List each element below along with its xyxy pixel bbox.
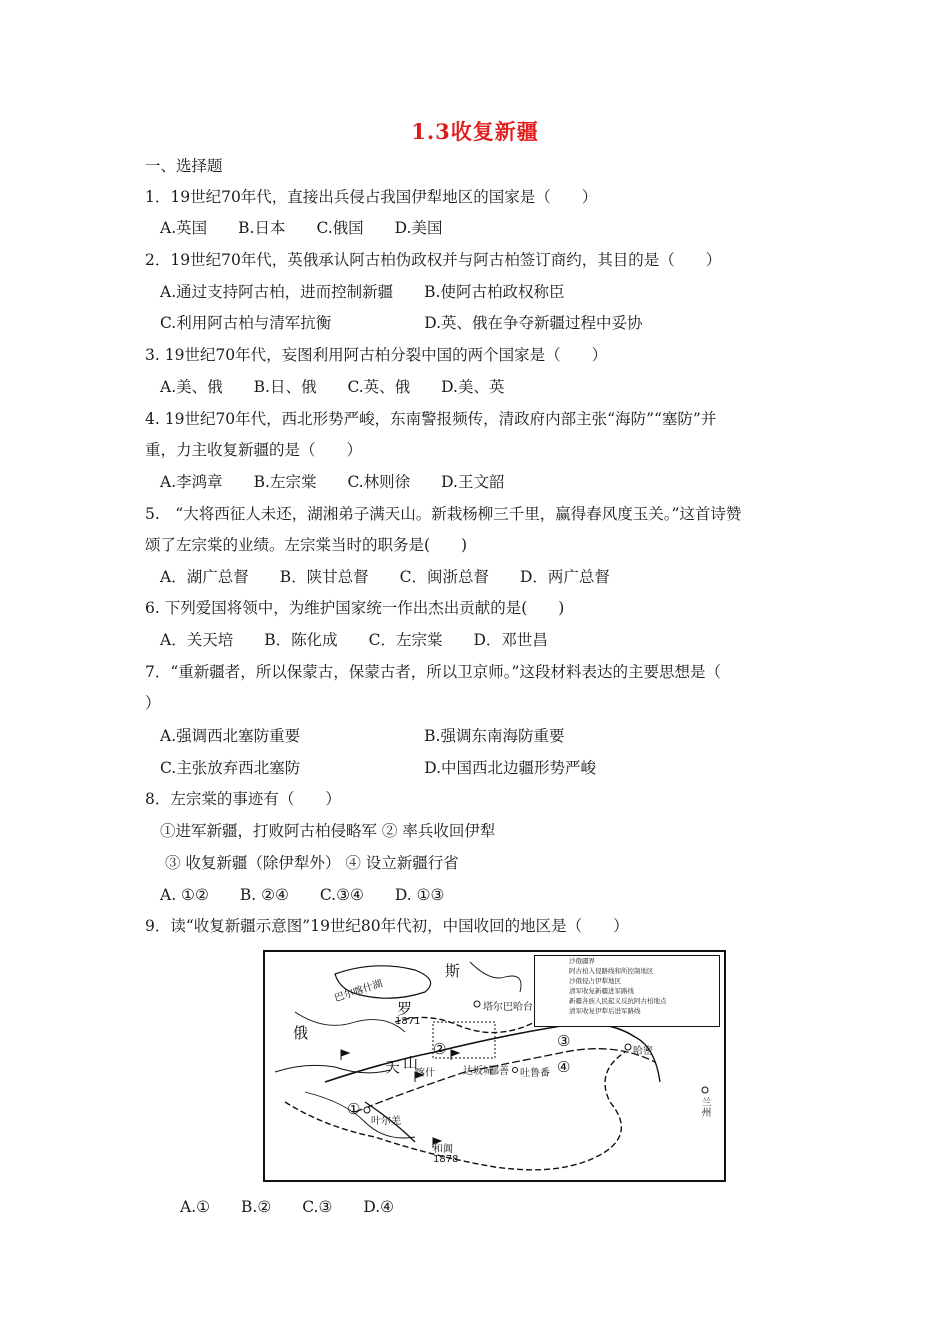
question-2-options-row1: A.通过支持阿古柏，进而控制新疆 B.使阿古柏政权称臣	[160, 283, 565, 301]
question-8-options: A. ①② B. ②④ C.③④ D. ①③	[160, 886, 445, 904]
map-marker-1: ①	[347, 1100, 361, 1118]
question-2-options-row2: C.利用阿古柏与清军抗衡 D.英、俄在争夺新疆过程中妥协	[160, 314, 643, 332]
xinjiang-map	[263, 950, 726, 1182]
question-6-options: A．关天培 B．陈化成 C．左宗棠 D．邓世昌	[160, 631, 548, 649]
label-lanzhou: 兰州	[699, 1097, 710, 1117]
label-e: 俄	[293, 1024, 309, 1042]
label-balkhash: 巴尔喀什湖	[333, 978, 385, 1005]
question-4-line1: 4. 19世纪70年代，西北形势严峻，东南警报频传，清政府内部主张“海防”“塞防”并	[145, 410, 717, 428]
map-marker-3: ③	[557, 1032, 571, 1050]
question-7-line2: ）	[145, 694, 161, 712]
label-luo: 罗	[397, 1000, 413, 1018]
question-5-line2: 颂了左宗棠的业绩。左宗棠当时的职务是( )	[145, 536, 468, 554]
question-7-options-row2: C.主张放弃西北塞防 D.中国西北边疆形势严峻	[160, 759, 597, 777]
question-7-options-row1: A.强调西北塞防重要 B.强调东南海防重要	[160, 727, 565, 745]
question-8-items-row1: ①进军新疆，打败阿古柏侵略军 ② 率兵收回伊犁	[160, 822, 496, 840]
label-hotan: 和阗	[433, 1144, 453, 1155]
question-5-line1: 5. “大将西征人未还，湖湘弟子满天山。新栽杨柳三千里，赢得春风度玉关。”这首诗赞	[145, 505, 742, 523]
legend-item: 清军收复新疆进军路线	[569, 987, 634, 995]
label-shanshan: 鄯善	[489, 1066, 509, 1077]
label-turpan: 吐鲁番	[520, 1068, 550, 1079]
label-kashgar: 喀什	[415, 1068, 435, 1079]
label-hami: 哈密	[633, 1046, 653, 1057]
label-tian: 天	[385, 1058, 401, 1076]
question-5-options: A．湖广总督 B．陕甘总督 C．闽浙总督 D．两广总督	[160, 568, 610, 586]
label-si: 斯	[445, 962, 461, 980]
section-heading: 一、选择题	[145, 157, 223, 175]
question-3-options: A.美、俄 B.日、俄 C.英、俄 D.美、英	[160, 378, 505, 396]
label-1871: 1871	[395, 1016, 421, 1027]
label-1878: 1878	[433, 1154, 459, 1165]
question-9: 9．读“收复新疆示意图”19世纪80年代初，中国收回的地区是（ ）	[145, 917, 629, 935]
legend-item: 新疆各族人民起义反抗阿古柏地点	[569, 997, 667, 1005]
label-shan: 山	[403, 1054, 419, 1072]
question-6: 6. 下列爱国将领中，为维护国家统一作出杰出贡献的是( )	[145, 599, 565, 617]
label-yarkand: 叶尔羌	[371, 1116, 401, 1127]
page-title: 1.3收复新疆	[411, 119, 539, 144]
map-legend	[534, 955, 720, 1027]
label-tacheng: 塔尔巴哈台	[483, 1002, 533, 1013]
map-marker-2: ②	[433, 1040, 447, 1058]
question-2: 2．19世纪70年代，英俄承认阿古柏伪政权并与阿古柏签订商约，其目的是（ ）	[145, 251, 722, 269]
question-9-options: A.① B.② C.③ D.④	[180, 1198, 395, 1216]
question-1: 1．19世纪70年代，直接出兵侵占我国伊犁地区的国家是（ ）	[145, 188, 598, 206]
question-3: 3. 19世纪70年代，妄图利用阿古柏分裂中国的两个国家是（ ）	[145, 346, 608, 364]
legend-item: 阿古柏入侵路线和所控制地区	[569, 967, 654, 975]
map-marker-4: ④	[557, 1058, 571, 1076]
question-8-items-row2: ③ 收复新疆（除伊犁外） ④ 设立新疆行省	[165, 854, 459, 872]
question-7-line1: 7．“重新疆者，所以保蒙古，保蒙古者，所以卫京师。”这段材料表达的主要思想是（	[145, 663, 721, 681]
question-4-line2: 重，力主收复新疆的是（ ）	[145, 441, 363, 459]
legend-item: 清军收复伊犁后进军路线	[569, 1007, 641, 1015]
legend-item: 沙俄侵占伊犁地区	[569, 977, 621, 985]
question-4-options: A.李鸿章 B.左宗棠 C.林则徐 D.王文韶	[160, 473, 505, 491]
label-dabancheng: 达坂城	[463, 1066, 493, 1077]
question-1-options: A.英国 B.日本 C.俄国 D.美国	[160, 219, 443, 237]
question-8: 8．左宗棠的事迹有（ ）	[145, 790, 341, 808]
legend-item: 沙俄疆界	[569, 957, 595, 965]
